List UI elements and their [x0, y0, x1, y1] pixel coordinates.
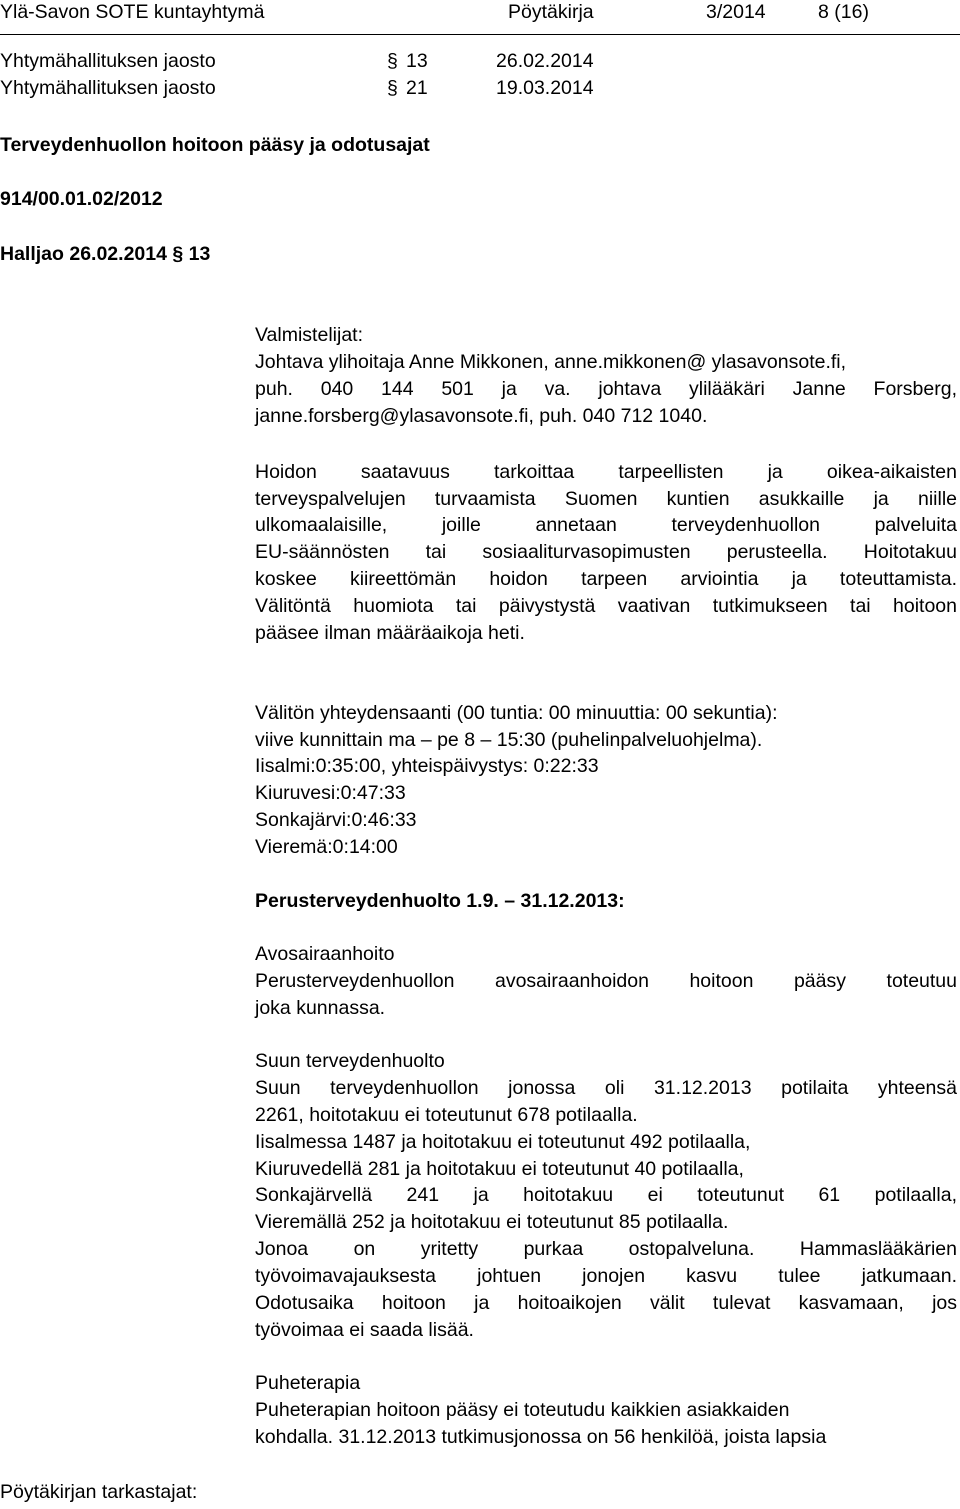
meeting-date: 26.02.2014 — [496, 50, 594, 72]
meeting-section: 21 — [406, 77, 428, 99]
dental-line: Odotusaika hoitoon ja hoitoaikojen välit tulevat kasvamaan, jos — [255, 1292, 957, 1314]
halljao-line — [0, 245, 210, 265]
preparers-line: Johtava ylihoitaja Anne Mikkonen, anne.mikkonen@ ylasavonsote.fi, — [255, 351, 847, 373]
section-icon: § — [172, 243, 184, 265]
intro-line: koskee kiireettömän hoidon tarpeen arviointia ja toteuttamista. — [255, 568, 957, 590]
halljao-section: 13 — [188, 243, 211, 265]
meeting-section: 13 — [406, 50, 428, 72]
dental-line: Jonoa on yritetty purkaa ostopalveluna. Hammaslääkärien — [255, 1238, 957, 1260]
document-type: Pöytäkirja — [508, 1, 594, 23]
meeting-date: 19.03.2014 — [496, 77, 594, 99]
page-number: 8 (16) — [818, 1, 869, 23]
intro-line: EU-säännösten tai sosiaaliturvasopimusten perusteella. Hoitotakuu — [255, 541, 957, 563]
intro-line: Välitöntä huomiota tai päivystystä vaativan tutkimukseen tai hoitoon — [255, 595, 957, 617]
meeting-body: Yhtymähallituksen jaosto — [0, 50, 216, 72]
halljao-label: Halljao 26.02.2014 — [0, 243, 167, 265]
speech-line: Puheterapian hoitoon pääsy ei toteutudu kaikkien asiakkaiden — [255, 1399, 790, 1421]
speech-heading: Puheterapia — [255, 1372, 361, 1394]
contact-line: viive kunnittain ma – pe 8 – 15:30 (puhelinpalveluohjelma). — [255, 729, 763, 751]
primary-care-heading: Perusterveydenhuolto 1.9. – 31.12.2013: — [255, 890, 625, 912]
preparers-line: puh. 040 144 501 ja va. johtava ylilääkäri Janne Forsberg, — [255, 378, 957, 400]
dental-line: Sonkajärvellä 241 ja hoitotakuu ei toteutunut 61 potilaalla, — [255, 1184, 957, 1206]
page-title: Terveydenhuollon hoitoon pääsy ja odotusajat — [0, 134, 430, 156]
intro-line: ulkomaalaisille, joille annetaan terveydenhuollon palveluita — [255, 514, 957, 536]
outpatient-heading: Avosairaanhoito — [255, 943, 395, 965]
document-number: 3/2014 — [706, 1, 766, 23]
intro-line: pääsee ilman määräaikoja heti. — [255, 622, 525, 644]
dental-line: työvoimavajauksesta johtuen jonojen kasvu tulee jatkumaan. — [255, 1265, 957, 1287]
outpatient-line: joka kunnassa. — [255, 997, 386, 1019]
dental-line: Iisalmessa 1487 ja hoitotakuu ei toteutunut 492 potilaalla, — [255, 1131, 751, 1153]
intro-line: Hoidon saatavuus tarkoittaa tarpeellisten ja oikea-aikaisten — [255, 461, 957, 483]
organization-name: Ylä-Savon SOTE kuntayhtymä — [0, 1, 265, 23]
contact-line: Sonkajärvi:0:46:33 — [255, 809, 417, 831]
contact-line: Iisalmi:0:35:00, yhteispäivystys: 0:22:33 — [255, 755, 599, 777]
contact-line: Kiuruvesi:0:47:33 — [255, 782, 406, 804]
preparers-heading: Valmistelijat: — [255, 324, 364, 346]
speech-line: kohdalla. 31.12.2013 tutkimusjonossa on 56 henkilöä, joista lapsia — [255, 1426, 827, 1448]
dental-line: Vieremällä 252 ja hoitotakuu ei toteutunut 85 potilaalla. — [255, 1211, 729, 1233]
outpatient-line: Perusterveydenhuollon avosairaanhoidon hoitoon pääsy toteutuu — [255, 970, 957, 992]
preparers-line: janne.forsberg@ylasavonsote.fi, puh. 040 712 1040. — [255, 405, 708, 427]
dental-line: työvoimaa ei saada lisää. — [255, 1319, 474, 1341]
dental-line: 2261, hoitotakuu ei toteutunut 678 potilaalla. — [255, 1104, 638, 1126]
meeting-body: Yhtymähallituksen jaosto — [0, 77, 216, 99]
contact-line: Vieremä:0:14:00 — [255, 836, 398, 858]
header-divider — [0, 34, 960, 35]
intro-line: terveyspalvelujen turvaamista Suomen kuntien asukkaille ja niille — [255, 488, 957, 510]
reviewers-label: Pöytäkirjan tarkastajat: — [0, 1481, 198, 1503]
dental-line: Kiuruvedellä 281 ja hoitotakuu ei toteutunut 40 potilaalla, — [255, 1158, 744, 1180]
dental-line: Suun terveydenhuollon jonossa oli 31.12.2013 potilaita yhteensä — [255, 1077, 957, 1099]
record-number: 914/00.01.02/2012 — [0, 188, 163, 210]
section-icon: § — [387, 50, 398, 72]
section-icon: § — [387, 77, 398, 99]
dental-heading: Suun terveydenhuolto — [255, 1050, 445, 1072]
contact-line: Välitön yhteydensaanti (00 tuntia: 00 minuuttia: 00 sekuntia): — [255, 702, 778, 724]
